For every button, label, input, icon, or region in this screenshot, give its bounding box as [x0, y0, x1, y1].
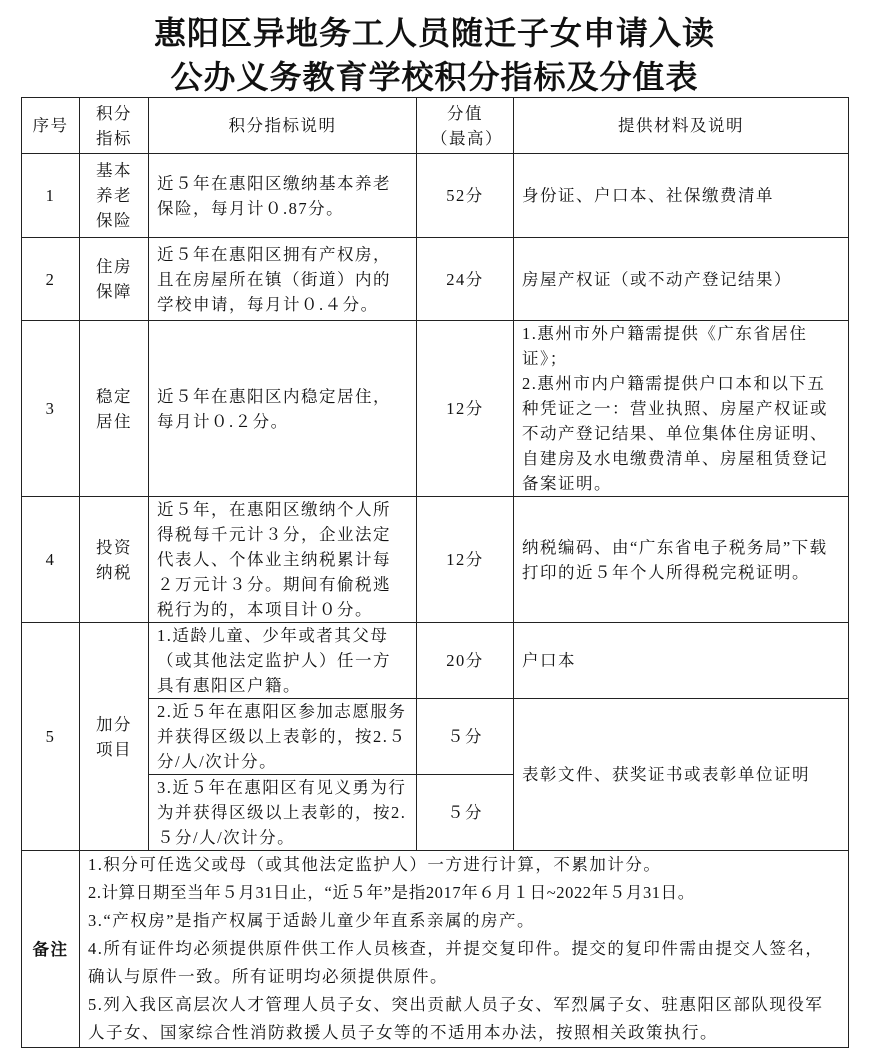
row-no: 3 [22, 321, 80, 497]
row-materials: 表彰文件、获奖证书或表彰单位证明 [514, 699, 849, 851]
row-indicator: 住房保障 [80, 238, 149, 321]
row-materials: 身份证、户口本、社保缴费清单 [514, 154, 849, 238]
table-row [22, 321, 849, 497]
points-table [21, 97, 849, 1048]
row-score: ５分 [417, 699, 514, 775]
table-row [22, 623, 849, 699]
note-item: 1.积分可任选父或母（或其他法定监护人）一方进行计算，不累加计分。 [88, 855, 662, 874]
header-score: 分值（最高） [417, 98, 514, 154]
row-materials: 1.惠州市外户籍需提供《广东省居住证》； 2.惠州市内户籍需提供户口本和以下五种凭证之一：营业执照、房屋产权证或不动产登记结果、单位集体住房证明、自建房及水电缴费清单、房屋租赁登记备案证明。 [514, 321, 849, 497]
row-materials: 户口本 [514, 623, 849, 699]
note-item: 5.列入我区高层次人才管理人员子女、突出贡献人员子女、军烈属子女、驻惠阳区部队现役军人子女、国家综合性消防救援人员子女等的不适用本办法，按照相关政策执行。 [88, 995, 824, 1042]
row-score: 12分 [417, 497, 514, 623]
row-score: 12分 [417, 321, 514, 497]
row-score: 52分 [417, 154, 514, 238]
table-row [22, 497, 849, 623]
row-indicator: 加分项目 [80, 623, 149, 851]
row-indicator: 基本养老保险 [80, 154, 149, 238]
row-indicator: 稳定居住 [80, 321, 149, 497]
row-description: 近５年在惠阳区内稳定居住，每月计０.２分。 [149, 321, 417, 497]
header-indicator: 积分指标 [80, 98, 149, 154]
notes-label: 备注 [22, 851, 80, 1048]
header-row [22, 98, 849, 154]
row-description: 近５年在惠阳区缴纳基本养老保险，每月计０.87分。 [149, 154, 417, 238]
row-description: 2.近５年在惠阳区参加志愿服务并获得区级以上表彰的，按2.５分/人/次计分。 [149, 699, 417, 775]
row-no: 2 [22, 238, 80, 321]
row-materials: 房屋产权证（或不动产登记结果） [514, 238, 849, 321]
row-description: 近５年，在惠阳区缴纳个人所得税每千元计３分，企业法定代表人、个体业主纳税累计每２万元计３分。期间有偷税逃税行为的，本项目计０分。 [149, 497, 417, 623]
row-no: 4 [22, 497, 80, 623]
note-item: 4.所有证件均必须提供原件供工作人员核查，并提交复印件。提交的复印件需由提交人签名，确认与原件一致。所有证明均必须提供原件。 [88, 939, 824, 986]
document-title-line-1: 惠阳区异地务工人员随迁子女申请入读 [153, 15, 715, 51]
header-description: 积分指标说明 [149, 98, 417, 154]
row-score: 20分 [417, 623, 514, 699]
header-materials: 提供材料及说明 [514, 98, 849, 154]
row-materials: 纳税编码、由“广东省电子税务局”下载打印的近５年个人所得税完税证明。 [514, 497, 849, 623]
row-description: 近５年在惠阳区拥有产权房，且在房屋所在镇（街道）内的学校申请，每月计０.４分。 [149, 238, 417, 321]
note-item: 2.计算日期至当年５月31日止，“近５年”是指2017年６月１日~2022年５月31日。 [88, 883, 695, 902]
row-no: 1 [22, 154, 80, 238]
row-description: 3.近５年在惠阳区有见义勇为行为并获得区级以上表彰的，按2.５分/人/次计分。 [149, 775, 417, 851]
note-item: 3.“产权房”是指产权属于适龄儿童少年直系亲属的房产。 [88, 911, 536, 930]
row-score: ５分 [417, 775, 514, 851]
notes-content [80, 851, 849, 1048]
row-score: 24分 [417, 238, 514, 321]
header-no: 序号 [22, 98, 80, 154]
table-row [22, 238, 849, 321]
document-title-line-2: 公办义务教育学校积分指标及分值表 [170, 59, 699, 95]
row-indicator: 投资纳税 [80, 497, 149, 623]
row-no: 5 [22, 623, 80, 851]
notes-row [22, 851, 849, 1048]
row-description: 1.适龄儿童、少年或者其父母（或其他法定监护人）任一方具有惠阳区户籍。 [149, 623, 417, 699]
table-row [22, 154, 849, 238]
